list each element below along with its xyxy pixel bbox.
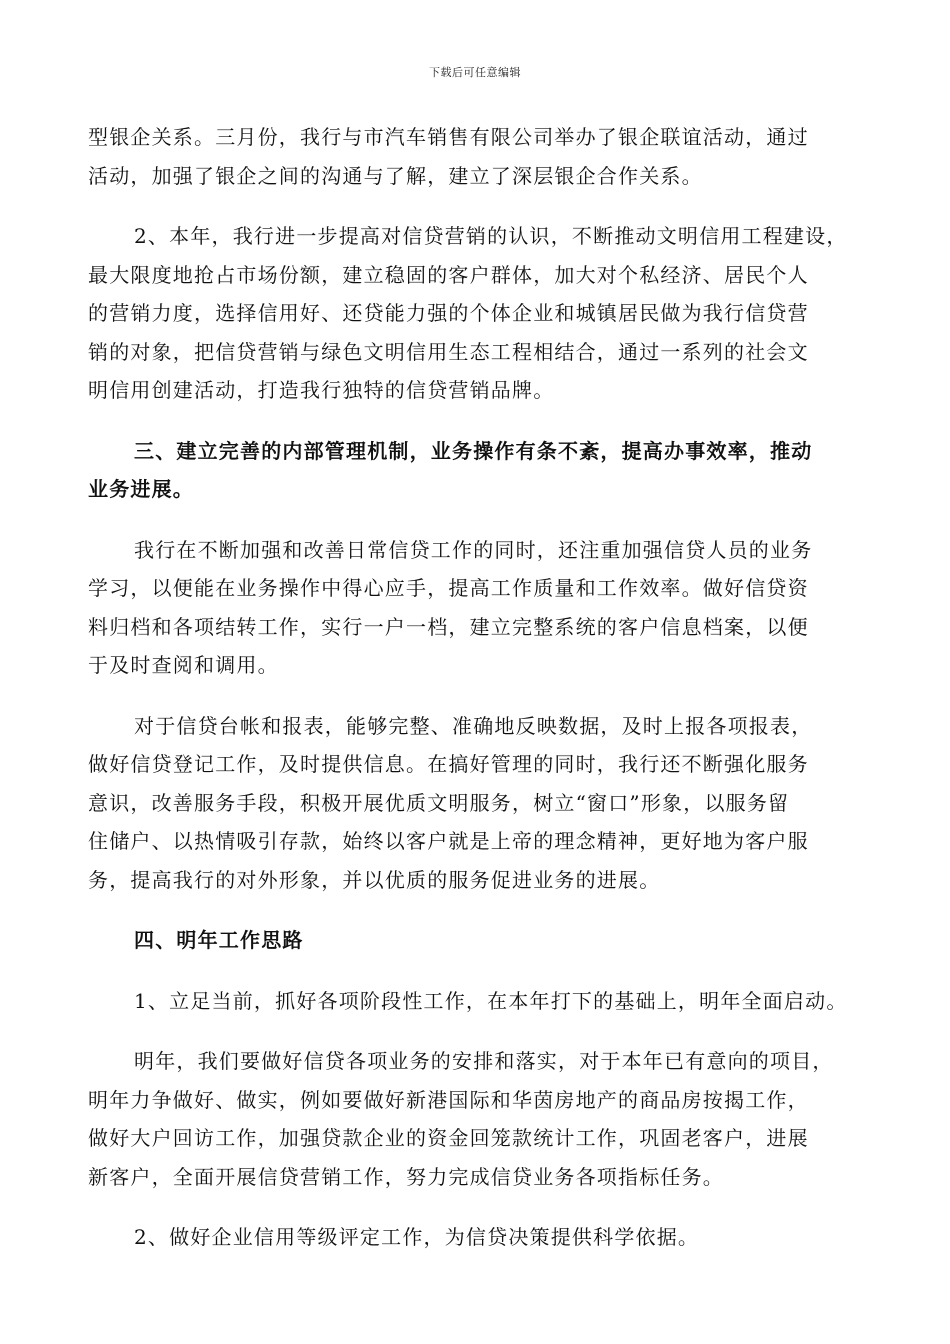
text-line: 三、建立完善的内部管理机制，业务操作有条不紊，提高办事效率，推动 (134, 438, 813, 463)
text-line: 学习，以便能在业务操作中得心应手，提高工作质量和工作效率。做好信贷资 (88, 576, 809, 600)
text-line: 于及时查阅和调用。 (88, 653, 279, 677)
text-line: 的营销力度，选择信用好、还贷能力强的个体企业和城镇居民做为我行信贷营 (88, 301, 809, 325)
text-line: 我行在不断加强和改善日常信贷工作的同时，还注重加强信贷人员的业务 (134, 537, 813, 562)
text-line: 明年，我们要做好信贷各项业务的安排和落实，对于本年已有意向的项目， (134, 1049, 834, 1073)
paragraph (88, 217, 860, 410)
text-line: 做好信贷登记工作，及时提供信息。在搞好管理的同时，我行还不断强化服务 (88, 752, 809, 776)
text-line: 意识，改善服务手段，积极开展优质文明服务，树立“窗口”形象，以服务留 (88, 790, 790, 815)
text-line: 最大限度地抢占市场份额，建立稳固的客户群体，加大对个私经济、居民个人 (88, 262, 809, 287)
text-line: 业务进展。 (88, 477, 194, 501)
text-line: 明信用创建活动，打造我行独特的信贷营销品牌。 (88, 378, 555, 402)
text-line: 对于信贷台帐和报表，能够完整、准确地反映数据，及时上报各项报表， (134, 713, 813, 738)
paragraph (88, 1218, 860, 1257)
text-line: 明年力争做好、做实，例如要做好新港国际和华茵房地产的商品房按揭工作， (88, 1087, 809, 1112)
paragraph (88, 1042, 860, 1196)
text-line: 新客户，全面开展信贷营销工作，努力完成信贷业务各项指标任务。 (88, 1164, 724, 1189)
paragraph (88, 531, 860, 685)
page-header: 下载后可任意编辑 (429, 66, 521, 79)
paragraph (88, 707, 860, 900)
text-line: 四、明年工作思路 (134, 928, 304, 952)
text-line: 活动，加强了银企之间的沟通与了解，建立了深层银企合作关系。 (88, 163, 703, 188)
text-line: 料归档和各项结转工作，实行一户一档，建立完整系统的客户信息档案，以便 (88, 614, 809, 639)
text-line: 销的对象，把信贷营销与绿色文明信用生态工程相结合，通过一系列的社会文 (88, 339, 809, 364)
section-heading (88, 432, 860, 509)
text-line: 做好大户回访工作，加强贷款企业的资金回笼款统计工作，巩固老客户，进展 (88, 1126, 809, 1150)
text-line: 2、本年，我行进一步提高对信贷营销的认识，不断推动文明信用工程建设， (134, 224, 848, 248)
text-line: 1、立足当前，抓好各项阶段性工作，在本年打下的基础上，明年全面启动。 (134, 988, 848, 1013)
paragraph (88, 982, 860, 1021)
text-line: 住储户、以热情吸引存款，始终以客户就是上帝的理念精神，更好地为客户服 (88, 829, 809, 853)
paragraph (88, 118, 860, 195)
text-line: 2、做好企业信用等级评定工作，为信贷决策提供科学依据。 (134, 1225, 700, 1249)
text-line: 务，提高我行的对外形象，并以优质的服务促进业务的进展。 (88, 867, 661, 892)
document-body (88, 118, 860, 1279)
text-line: 型银企关系。三月份，我行与市汽车销售有限公司举办了银企联谊活动，通过 (88, 125, 809, 149)
section-heading (88, 921, 860, 960)
